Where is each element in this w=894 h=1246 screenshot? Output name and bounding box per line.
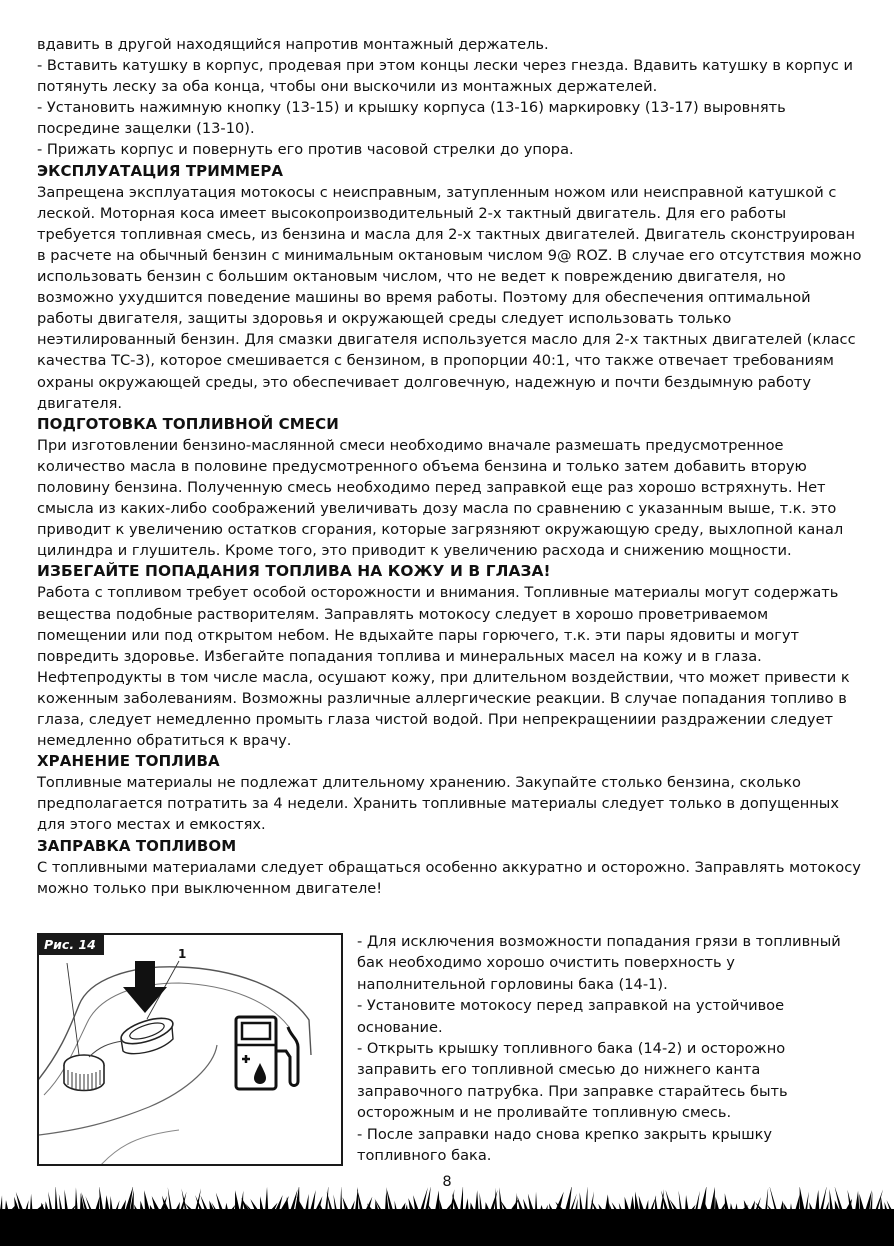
heading-mixture: ПОДГОТОВКА ТОПЛИВНОЙ СМЕСИ	[37, 414, 339, 433]
continued-line: вдавить в другой находящийся напротив монтажный держатель.	[37, 36, 549, 53]
paragraph-refuel: С топливными материалами следует обращаться особенно аккуратно и осторожно. Заправлять мотокосу можно только при выключенном двигателе!	[37, 858, 861, 897]
continued-line: - Установить нажимную кнопку (13-15) и крышку корпуса (13-16) маркировку (13-17) выровнять посредине защелки (13-10).	[37, 99, 786, 138]
fuel-filler-neck-icon	[118, 1013, 176, 1054]
figure-callout-number: 1	[178, 947, 187, 961]
paragraph-storage: Топливные материалы не подлежат длительному хранению. Закупайте столько бензина, сколько предполагается потратить за 4 недели. Хранить топливные материалы следует только в допущенных для этого местах и емкостях.	[37, 774, 839, 834]
heading-refuel: ЗАПРАВКА ТОПЛИВОМ	[37, 836, 237, 855]
paragraph-operation: Запрещена эксплуатация мотокосы с неисправным, затупленным ножом или неисправной катушкой с леской. Моторная коса имеет высокопроизводительный 2-х тактный двигатель. Для его работы требуется топливная смесь, из бензина и масла для 2-х тактных двигателей. Двигатель сконструирован в расчете на обычный бензин с минимальным октановым числом 9@ ROZ. В случае его отсутствия можно использовать бензин с большим октановым числом, что не ведет к повреждению двигателя, но возможно ухудшится поведение машины во время работы. Поэтому для обеспечения оптимальной работы двигателя, защиты здоровья и окружающей среды следует использовать только неэтилированный бензин. Для смазки двигателя используется масло для 2-х тактных двигателей (класс качества ТС-3), которое смешивается с бензином, в пропорции 40:1, что также отвечает требованиям охраны окружающей среды, это обеспечивает долговечную, надежную и почти бездымную работу двигателя.	[37, 183, 862, 412]
paragraph-warning: Работа с топливом требует особой осторожности и внимания. Топливные материалы могут содержать вещества подобные растворителям. Заправлять мотокосу следует в хорошо проветриваемом помещении или под открытом небом. Не вдыхайте пары горючего, т.к. эти пары ядовиты и могут повредить здоровье. Избегайте попадания топлива и минеральных масел на кожу и в глаза. Нефтепродукты в том числе масла, осушают кожу, при длительном воздействии, что может привести к коженным заболеваниям. Возможны различные аллергические реакции. В случае попадания топливо в глаза, следует немедленно промыть глаза чистой водой. При непрекращениии раздражении следует немедленно обратиться к врачу.	[37, 584, 850, 750]
continued-line: - Прижать корпус и повернуть его против часовой стрелки до упора.	[37, 141, 574, 159]
refuel-steps	[357, 931, 862, 1166]
figure-label: Рис. 14	[39, 935, 104, 955]
refuel-step: - После заправки надо снова крепко закрыть крышку топливного бака.	[357, 1125, 773, 1165]
arrow-down-icon	[123, 961, 167, 1013]
refuel-step: - Открыть крышку топливного бака (14-2) и осторожно заправить его топливной смесью до нижнего канта заправочного патрубка. При заправке старайтесь быть осторожным и не проливайте топливную смесь.	[357, 1040, 788, 1122]
figure-drawing	[39, 935, 343, 1166]
refuel-block	[37, 931, 862, 1171]
refuel-step: - Установите мотокосу перед заправкой на устойчивое основание.	[357, 997, 785, 1036]
fuel-pump-icon	[236, 1017, 298, 1089]
paragraph-mixture: При изготовлении бензино-маслянной смеси необходимо вначале размешать предусмотренное количество масла в половине предусмотренного объема бензина и только затем добавить вторую половину бензина. Полученную смесь необходимо перед заправкой еще раз хорошо встряхнуть. Нет смысла из каких-либо соображений увеличивать дозу масла по сравнению с указанным выше, т.к. это приводит к увеличению остатков сгорания, которые загрязняют окружающую среду, выхлопной канал цилиндра и глушитель. Кроме того, это приводит к увеличению расхода и снижению мощности.	[37, 436, 844, 560]
document-body	[37, 34, 862, 899]
grass-border-decoration	[0, 1187, 894, 1246]
continued-line: - Вставить катушку в корпус, продевая при этом концы лески через гнезда. Вдавить катушку в корпус и потянуть леску за оба конца, чтобы они выскочили из монтажных держателей.	[37, 57, 853, 96]
refuel-step: - Для исключения возможности попадания грязи в топливный бак необходимо хорошо очистить поверхность у наполнительной горловины бака (14-1).	[357, 933, 841, 993]
heading-operation: ЭКСПЛУАТАЦИЯ ТРИММЕРА	[37, 161, 284, 180]
heading-storage: ХРАНЕНИЕ ТОПЛИВА	[37, 752, 220, 771]
page-number: 8	[442, 1173, 452, 1190]
fuel-cap-icon	[64, 1041, 123, 1091]
heading-warning: ИЗБЕГАЙТЕ ПОПАДАНИЯ ТОПЛИВА НА КОЖУ И В ГЛАЗА!	[37, 562, 551, 581]
figure-14	[37, 933, 343, 1166]
